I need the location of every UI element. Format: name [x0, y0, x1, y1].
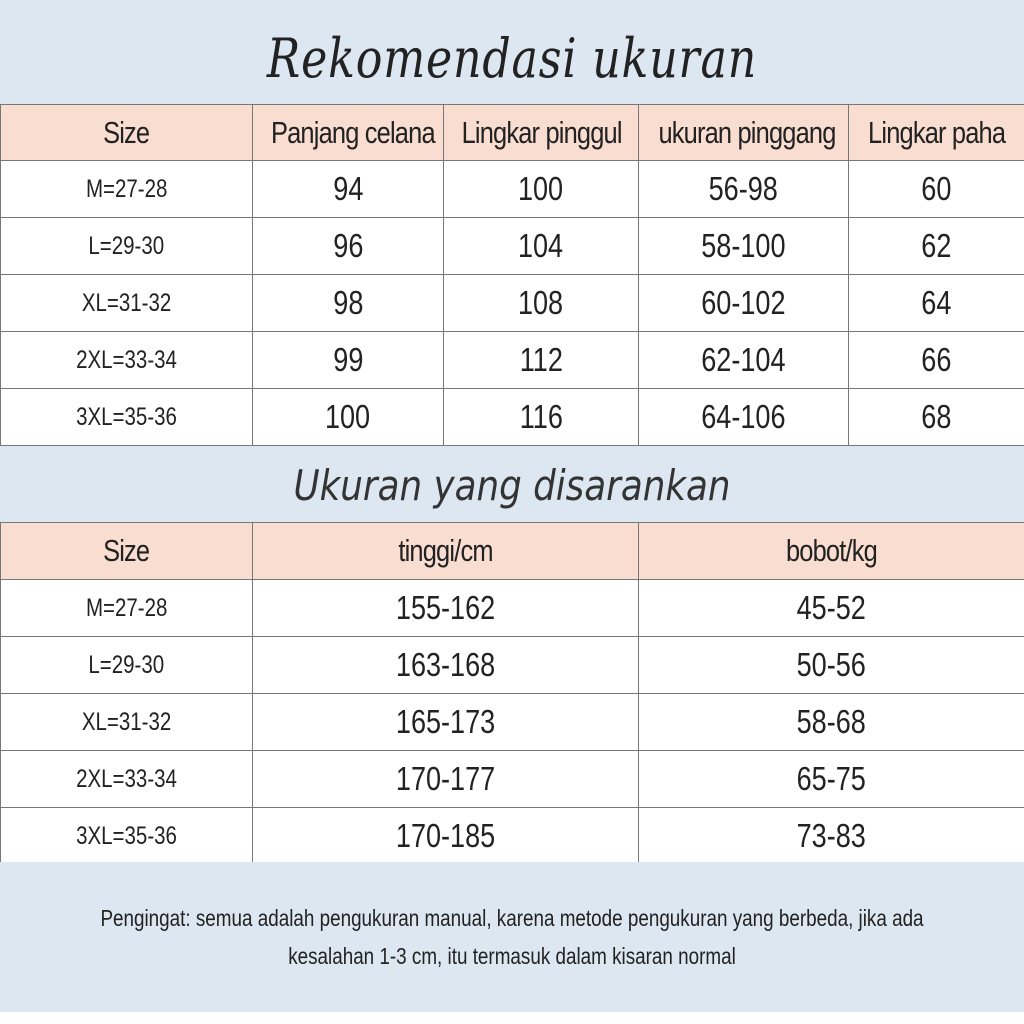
tinggi-cell: 170-185 [253, 808, 639, 865]
bobot-cell: 45-52 [639, 580, 1024, 637]
table-row [1, 389, 1024, 446]
tinggi-cell: 170-177 [253, 751, 639, 808]
lingkar-paha-cell: 68 [849, 389, 1024, 446]
size-cell: XL=31-32 [1, 275, 253, 332]
panjang-celana-cell: 94 [253, 161, 444, 218]
ukuran-pinggang-cell: 64-106 [639, 389, 849, 446]
header-bobot: bobot/kg [639, 523, 1024, 580]
table-row [1, 694, 1024, 751]
size-cell: 3XL=35-36 [1, 389, 253, 446]
table-row [1, 580, 1024, 637]
lingkar-pinggul-cell: 104 [444, 218, 639, 275]
bottom-border [0, 1012, 1024, 1024]
size-cell: 2XL=33-34 [1, 751, 253, 808]
panjang-celana-cell: 98 [253, 275, 444, 332]
header-lingkar-paha: Lingkar paha [849, 105, 1024, 161]
table-header-row [1, 523, 1024, 580]
panjang-celana-cell: 100 [253, 389, 444, 446]
size-cell: XL=31-32 [1, 694, 253, 751]
size-cell: 2XL=33-34 [1, 332, 253, 389]
header-size: Size [1, 523, 253, 580]
size-cell: L=29-30 [1, 637, 253, 694]
size-cell: L=29-30 [1, 218, 253, 275]
tinggi-cell: 165-173 [253, 694, 639, 751]
lingkar-pinggul-cell: 100 [444, 161, 639, 218]
lingkar-pinggul-cell: 112 [444, 332, 639, 389]
table-row [1, 275, 1024, 332]
table-row [1, 751, 1024, 808]
bobot-cell: 58-68 [639, 694, 1024, 751]
panjang-celana-cell: 96 [253, 218, 444, 275]
header-lingkar-pinggul: Lingkar pinggul [444, 105, 639, 161]
size-cell: M=27-28 [1, 161, 253, 218]
bobot-cell: 73-83 [639, 808, 1024, 865]
note-text: Pengingat: semua adalah pengukuran manual, karena metode pengukuran yang berbeda, jika ada kesalahan 1-3 cm, itu termasuk dalam kisaran normal [100, 905, 924, 969]
header-size: Size [1, 105, 253, 161]
header-panjang-celana: Panjang celana [253, 105, 444, 161]
table-row [1, 332, 1024, 389]
table-row [1, 808, 1024, 865]
ukuran-pinggang-cell: 56-98 [639, 161, 849, 218]
recommended-size-table [0, 522, 1024, 865]
header-ukuran-pinggang: ukuran pinggang [639, 105, 849, 161]
size-cell: M=27-28 [1, 580, 253, 637]
size-measurement-table [0, 104, 1024, 446]
bobot-cell: 50-56 [639, 637, 1024, 694]
lingkar-paha-cell: 60 [849, 161, 1024, 218]
ukuran-pinggang-cell: 58-100 [639, 218, 849, 275]
table-row [1, 161, 1024, 218]
bobot-cell: 65-75 [639, 751, 1024, 808]
ukuran-pinggang-cell: 60-102 [639, 275, 849, 332]
panjang-celana-cell: 99 [253, 332, 444, 389]
lingkar-pinggul-cell: 116 [444, 389, 639, 446]
lingkar-paha-cell: 66 [849, 332, 1024, 389]
tinggi-cell: 155-162 [253, 580, 639, 637]
lingkar-paha-cell: 62 [849, 218, 1024, 275]
lingkar-pinggul-cell: 108 [444, 275, 639, 332]
size-cell: 3XL=35-36 [1, 808, 253, 865]
page-title: Rekomendasi ukuran [266, 26, 758, 90]
header-tinggi: tinggi/cm [253, 523, 639, 580]
table-row [1, 218, 1024, 275]
tinggi-cell: 163-168 [253, 637, 639, 694]
section-subtitle: Ukuran yang disarankan [293, 460, 731, 510]
ukuran-pinggang-cell: 62-104 [639, 332, 849, 389]
table-header-row [1, 105, 1024, 161]
table-row [1, 637, 1024, 694]
measurement-note [0, 862, 1024, 1012]
lingkar-paha-cell: 64 [849, 275, 1024, 332]
